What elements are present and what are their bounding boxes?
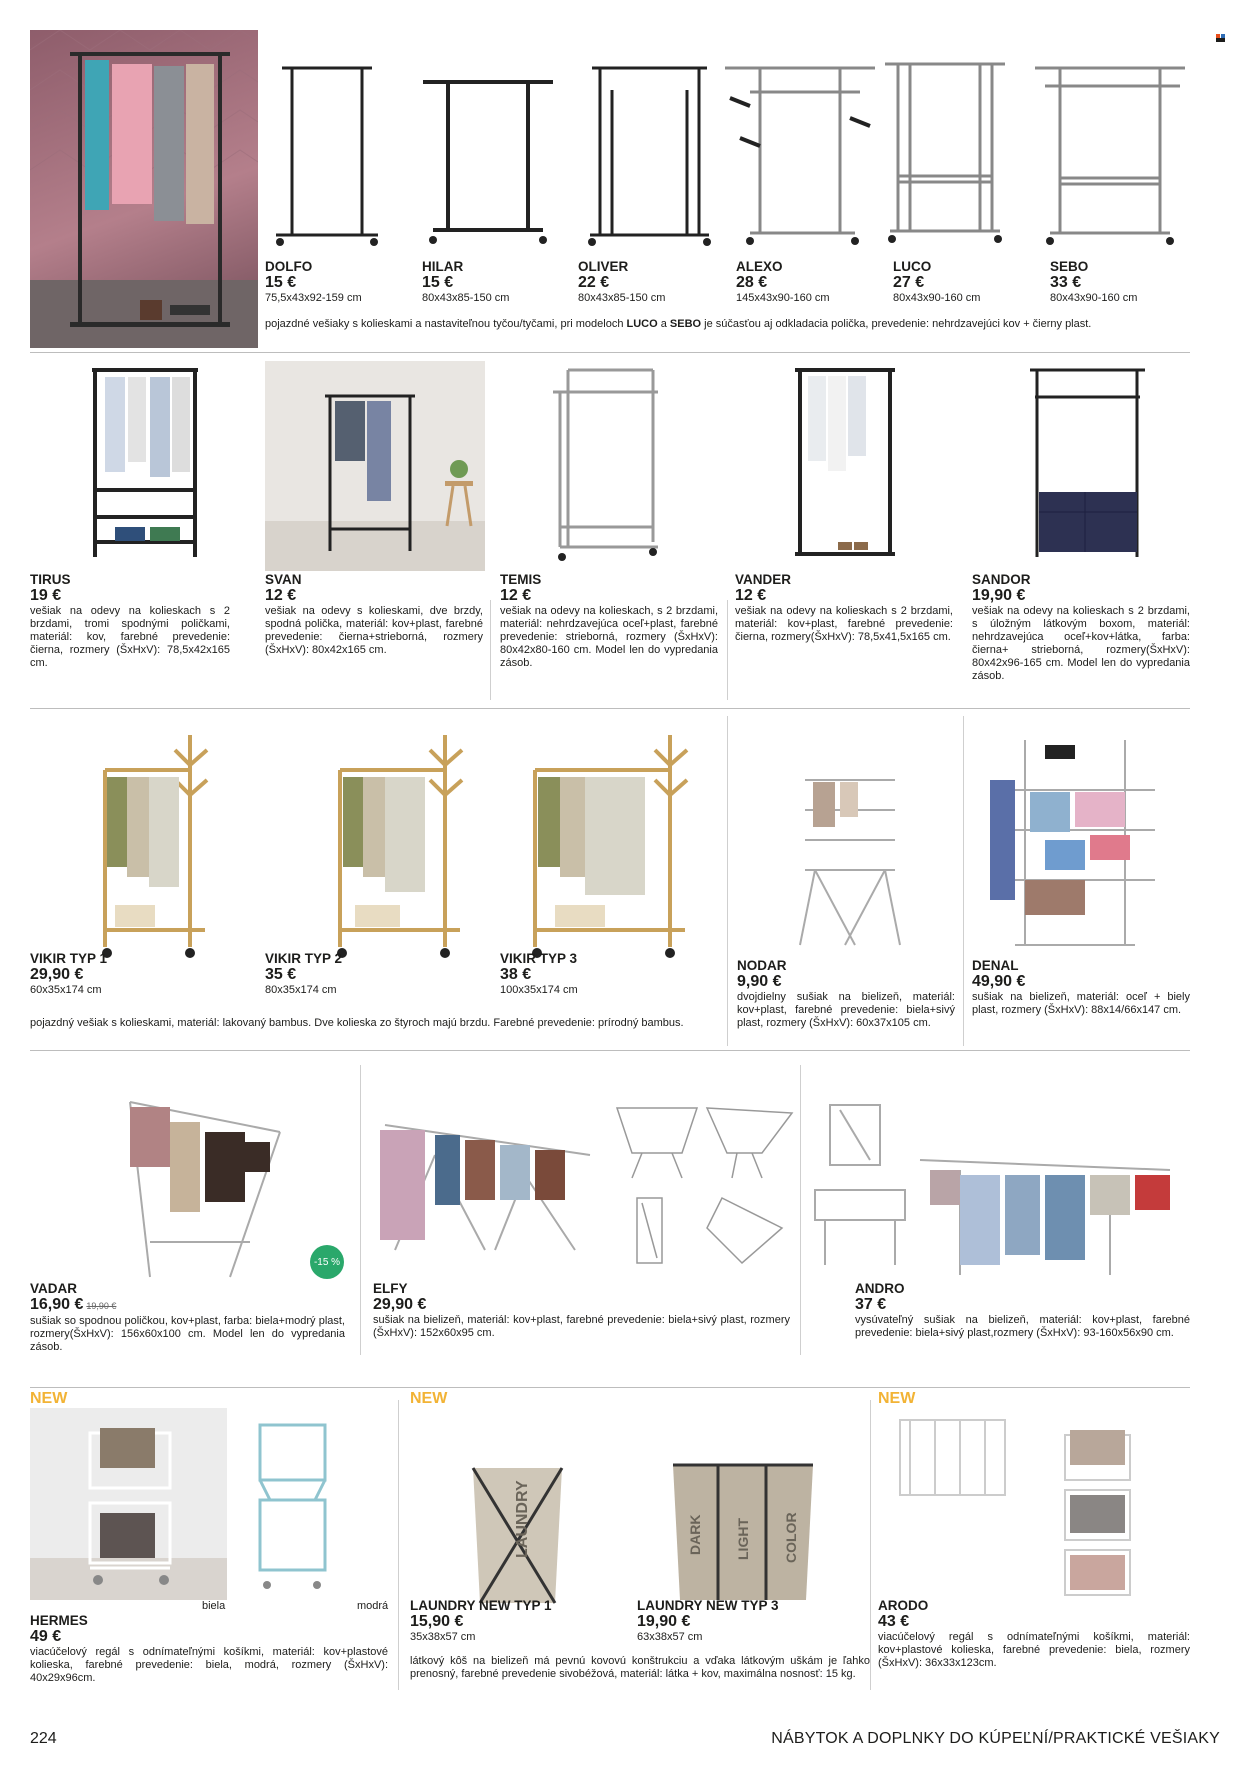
arodo-info bbox=[878, 1598, 1190, 1670]
laundry-print-3: COLOR bbox=[783, 1512, 799, 1563]
product-dimensions: 75,5x43x92-159 cm bbox=[265, 292, 362, 304]
sandor-info bbox=[972, 572, 1190, 683]
oliver-info bbox=[578, 259, 665, 305]
laundry-print-1: DARK bbox=[687, 1514, 703, 1555]
divider bbox=[727, 716, 728, 1046]
product-dimensions: 100x35x174 cm bbox=[500, 984, 578, 996]
divider bbox=[30, 352, 1190, 353]
vikir-typ-1-info bbox=[30, 951, 107, 997]
product-name: LAUNDRY NEW TYP 3 bbox=[637, 1598, 779, 1613]
sebo-product-image bbox=[1030, 58, 1190, 250]
product-price: 29,90 € bbox=[30, 966, 84, 983]
vikir-typ-1-product-image bbox=[95, 725, 225, 960]
product-price: 15,90 € bbox=[410, 1613, 464, 1630]
new-label: NEW bbox=[410, 1390, 448, 1407]
laundry-new-typ-3-info bbox=[637, 1598, 779, 1644]
page-number: 224 bbox=[30, 1730, 57, 1747]
denal-product-image bbox=[985, 730, 1160, 955]
vadar-info bbox=[30, 1281, 345, 1354]
product-name: OLIVER bbox=[578, 259, 629, 274]
product-price: 9,90 € bbox=[737, 973, 782, 990]
product-name: LUCO bbox=[893, 259, 932, 274]
vander-product-image bbox=[790, 362, 900, 567]
product-price: 19,90 € bbox=[972, 587, 1026, 604]
hermes-info bbox=[30, 1613, 388, 1685]
divider bbox=[727, 600, 728, 700]
product-price: 12 € bbox=[265, 587, 297, 604]
product-name: SVAN bbox=[265, 572, 302, 587]
divider bbox=[800, 1065, 801, 1355]
product-price: 37 € bbox=[855, 1296, 887, 1313]
note-text: a bbox=[657, 318, 670, 330]
product-name: ALEXO bbox=[736, 259, 783, 274]
nodar-product-image bbox=[795, 770, 905, 955]
room-photo-clothes-rack bbox=[30, 30, 258, 348]
product-description: sušiak so spodnou poličkou, kov+plast, farba: biela+modrý plast, rozmery(ŠxHxV): 156x60x100 cm. Model len do vypredania zásob. bbox=[30, 1315, 345, 1353]
product-dimensions: 35x38x57 cm bbox=[410, 1631, 476, 1643]
row1-note bbox=[265, 318, 1091, 331]
new-label: NEW bbox=[30, 1390, 68, 1407]
product-dimensions: 80x35x174 cm bbox=[265, 984, 337, 996]
luco-product-image bbox=[880, 56, 1010, 250]
divider bbox=[870, 1400, 871, 1690]
product-price: 19,90 € bbox=[637, 1613, 691, 1630]
product-price: 27 € bbox=[893, 274, 925, 291]
product-price: 49 € bbox=[30, 1628, 62, 1645]
product-description: viacúčelový regál s odnímateľnými košíkmi, materiál: kov+plastové kolieska, farebné prevedenie: biela, rozmery (ŠxHxV): 36x33x123cm. bbox=[878, 1631, 1190, 1669]
product-name: HERMES bbox=[30, 1613, 88, 1628]
tirus-info bbox=[30, 572, 230, 670]
product-price: 12 € bbox=[500, 587, 532, 604]
temis-product-image bbox=[548, 362, 663, 567]
vadar-product-image bbox=[110, 1092, 285, 1282]
divider bbox=[963, 716, 964, 1046]
product-description: vešiak na odevy na kolieskach, s 2 brzdami, materiál: nehrdzavejúca oceľ+plast, farebné prevedenie: strieborná, rozmery (ŠxHxV): 80x42x80-160 cm. Model len do vypredania zásob. bbox=[500, 605, 718, 669]
denal-info bbox=[972, 958, 1190, 1017]
color-label-blue: modrá bbox=[357, 1600, 389, 1612]
product-price: 38 € bbox=[500, 966, 532, 983]
vander-info bbox=[735, 572, 953, 644]
note-text: pojazdné vešiaky s kolieskami a nastaviteľnou tyčou/tyčami, pri modeloch bbox=[265, 318, 627, 330]
product-dimensions: 80x43x85-150 cm bbox=[578, 292, 666, 304]
product-name: DOLFO bbox=[265, 259, 313, 274]
product-price: 29,90 € bbox=[373, 1296, 427, 1313]
alexo-product-image bbox=[720, 58, 880, 250]
laundry-description: látkový kôš na bielizeň má pevnú kovovú konštrukciu a vďaka látkovým uškám je ľahko prenosný, farebné prevedenie sivobéžová, materiál: látka + kov, maximálna nosnosť: 15 kg. bbox=[410, 1655, 870, 1680]
product-price: 19 € bbox=[30, 587, 62, 604]
note-luco: LUCO bbox=[626, 318, 658, 330]
sandor-product-image bbox=[1025, 362, 1150, 567]
product-price: 12 € bbox=[735, 587, 767, 604]
laundry-print-2: LIGHT bbox=[735, 1518, 751, 1560]
divider bbox=[30, 1050, 1190, 1051]
product-name: SEBO bbox=[1050, 259, 1089, 274]
product-description: vešiak na odevy na kolieskach s 2 brzdami, materiál: kov+plast, farebné prevedenie: čierna, rozmery(ŠxHxV): 78,5x41,5x165 cm. bbox=[735, 605, 953, 643]
divider bbox=[360, 1065, 361, 1355]
svan-info bbox=[265, 572, 483, 657]
elfy-product-image bbox=[375, 1095, 600, 1255]
arodo-product-image bbox=[895, 1410, 1140, 1610]
luco-info bbox=[893, 259, 980, 305]
hilar-product-image bbox=[418, 70, 558, 250]
new-label: NEW bbox=[878, 1390, 916, 1407]
hilar-info bbox=[422, 259, 509, 305]
alexo-info bbox=[736, 259, 830, 305]
product-name: ARODO bbox=[878, 1598, 929, 1613]
note-sebo: SEBO bbox=[669, 318, 702, 330]
note-text: je súčasťou aj odkladacia polička, prevedenie: nehrdzavejúci kov + čierny plast. bbox=[701, 318, 1092, 330]
oliver-product-image bbox=[582, 60, 717, 250]
product-price: 33 € bbox=[1050, 274, 1082, 291]
vikir-typ-3-product-image bbox=[530, 725, 690, 960]
product-name: TIRUS bbox=[30, 572, 71, 587]
divider bbox=[30, 708, 1190, 709]
product-name: ELFY bbox=[373, 1281, 408, 1296]
vikir-typ-2-product-image bbox=[335, 725, 465, 960]
product-description: vysúvateľný sušiak na bielizeň, materiál: kov+plast, farebné prevedenie: biela+sivý plast,rozmery (ŠxHxV): 93-160x56x90 cm. bbox=[855, 1314, 1190, 1339]
product-name: ANDRO bbox=[855, 1281, 905, 1296]
sebo-info bbox=[1050, 259, 1137, 305]
product-dimensions: 60x35x174 cm bbox=[30, 984, 102, 996]
laundry-new-typ-1-product-image bbox=[465, 1458, 570, 1608]
product-price: 15 € bbox=[422, 274, 454, 291]
product-price: 28 € bbox=[736, 274, 768, 291]
product-price: 22 € bbox=[578, 274, 610, 291]
divider bbox=[490, 600, 491, 700]
laundry-print: LAUNDRY bbox=[514, 1480, 531, 1558]
dolfo-product-image bbox=[262, 50, 392, 250]
product-name: VIKIR TYP 3 bbox=[500, 951, 578, 966]
product-name: VANDER bbox=[735, 572, 792, 587]
laundry-new-typ-3-product-image bbox=[668, 1455, 818, 1605]
elfy-folding-diagrams bbox=[612, 1098, 797, 1273]
svan-product-image bbox=[265, 361, 485, 571]
product-description: sušiak na bielizeň, materiál: oceľ + biely plast, rozmery (ŠxHxV): 88x14/66x147 cm. bbox=[972, 991, 1190, 1016]
product-price: 43 € bbox=[878, 1613, 910, 1630]
product-dimensions: 80x43x85-150 cm bbox=[422, 292, 510, 304]
section-title: NÁBYTOK A DOPLNKY DO KÚPEĽNÍ/PRAKTICKÉ VEŠIAKY bbox=[771, 1730, 1220, 1747]
laundry-new-typ-1-info bbox=[410, 1598, 552, 1644]
product-name: DENAL bbox=[972, 958, 1019, 973]
product-price-group bbox=[30, 1296, 345, 1315]
hermes-blue-product-image bbox=[255, 1420, 335, 1600]
product-dimensions: 145x43x90-160 cm bbox=[736, 292, 830, 304]
product-name: SANDOR bbox=[972, 572, 1031, 587]
discount-badge: -15 % bbox=[310, 1245, 344, 1279]
dolfo-info bbox=[265, 259, 362, 305]
brand-logo-icon bbox=[1216, 34, 1225, 42]
product-name: LAUNDRY NEW TYP 1 bbox=[410, 1598, 552, 1613]
color-label-white: biela bbox=[202, 1600, 226, 1612]
product-name: TEMIS bbox=[500, 572, 542, 587]
product-description: vešiak na odevy na kolieskach s 2 brzdami, s úložným látkovým boxom, materiál: nehrdzavejúca oceľ+kov+látka, farba: čierna+ strieborná, rozmery(ŠxHxV): 80x42x96-165 cm. Model len do vypredania zásob. bbox=[972, 605, 1190, 682]
product-description: viacúčelový regál s odnímateľnými košíkmi, materiál: kov+plastové kolieska, farebné prevedenie: biela, modrá, rozmery (ŠxHxV): 40x29x96cm. bbox=[30, 1646, 388, 1684]
product-dimensions: 63x38x57 cm bbox=[637, 1631, 703, 1643]
product-price: 15 € bbox=[265, 274, 297, 291]
product-name: HILAR bbox=[422, 259, 464, 274]
product-price: 35 € bbox=[265, 966, 297, 983]
product-dimensions: 80x43x90-160 cm bbox=[1050, 292, 1138, 304]
product-name: VIKIR TYP 2 bbox=[265, 951, 343, 966]
product-description: vešiak na odevy s kolieskami, dve brzdy, spodná polička, materiál: kov+plast, farebné prevedenie: čierna+strieborná, rozmery (ŠxHxV): 80x42x165 cm. bbox=[265, 605, 483, 656]
product-name: VIKIR TYP 1 bbox=[30, 951, 108, 966]
product-name: NODAR bbox=[737, 958, 787, 973]
product-dimensions: 80x43x90-160 cm bbox=[893, 292, 981, 304]
andro-product-image bbox=[810, 1090, 1180, 1290]
elfy-info bbox=[373, 1281, 790, 1340]
divider bbox=[30, 1387, 1190, 1388]
hermes-product-photo bbox=[30, 1408, 227, 1600]
product-description: dvojdielny sušiak na bielizeň, materiál: kov+plast, farebné prevedenie: biela+sivý plast, rozmery (ŠxHxV): 60x37x105 cm. bbox=[737, 991, 955, 1029]
tirus-product-image bbox=[80, 362, 210, 567]
vikir-typ-2-info bbox=[265, 951, 342, 997]
andro-info bbox=[855, 1281, 1190, 1340]
product-description: vešiak na odevy na kolieskach s 2 brzdami, tromi spodnými poličkami, materiál: kov, farebné prevedenie: čierna, rozmery (ŠxHxV): 78,5x42x165 cm. bbox=[30, 605, 230, 669]
product-price: 49,90 € bbox=[972, 973, 1026, 990]
vikir-note: pojazdný vešiak s kolieskami, materiál: lakovaný bambus. Dve kolieska zo štyroch majú brzdu. Farebné prevedenie: prírodný bambus. bbox=[30, 1017, 684, 1029]
divider bbox=[398, 1400, 399, 1690]
temis-info bbox=[500, 572, 718, 670]
product-description: sušiak na bielizeň, materiál: kov+plast, farebné prevedenie: biela+sivý plast, rozmery (ŠxHxV): 152x60x95 cm. bbox=[373, 1314, 790, 1339]
nodar-info bbox=[737, 958, 955, 1030]
product-price: 16,90 € bbox=[30, 1296, 84, 1313]
vikir-typ-3-info bbox=[500, 951, 578, 997]
product-name: VADAR bbox=[30, 1281, 77, 1296]
old-price: 19,90 € bbox=[86, 1301, 117, 1311]
